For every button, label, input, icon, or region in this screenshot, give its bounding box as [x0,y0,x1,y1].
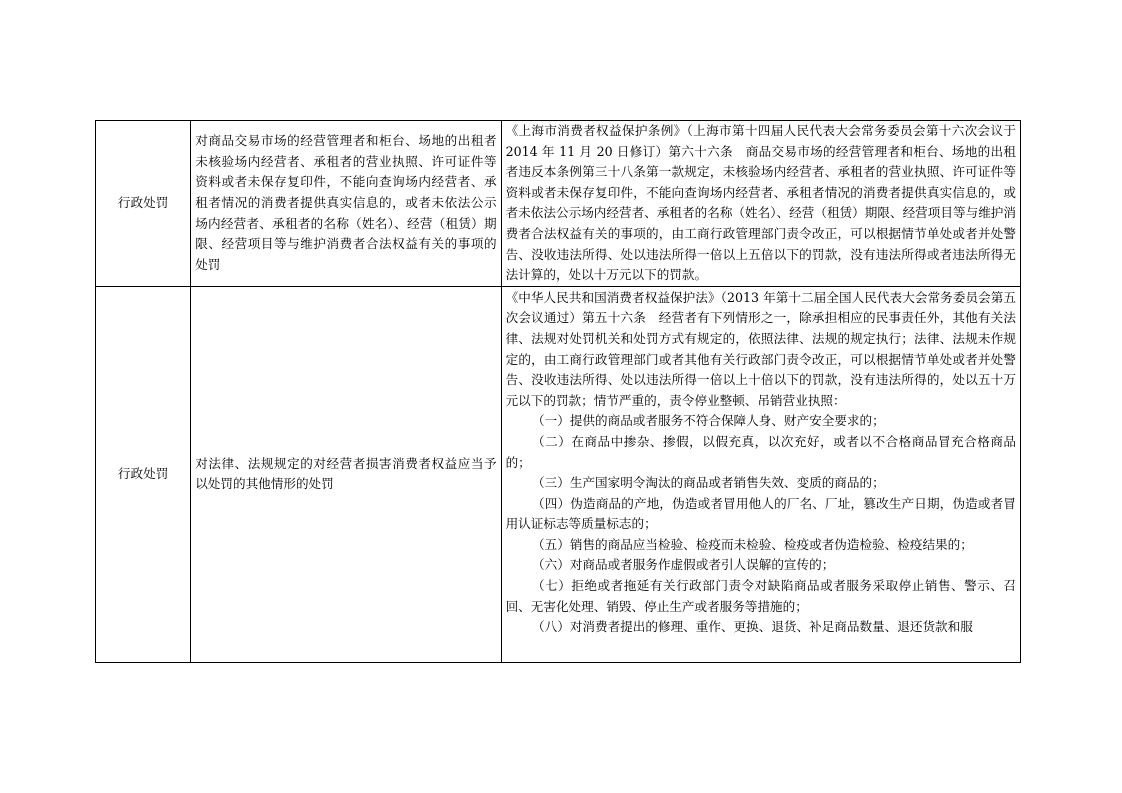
penalty-type: 行政处罚 [117,195,169,211]
legal-basis-intro: 《中华人民共和国消费者权益保护法》（2013 年第十二届全国人民代表大会常务委员会第五次会议通过）第五十六条 经营者有下列情形之一，除承担相应的民事责任外，其他有关法律、法规对处罚机关和处罚方式有规定的，依照法律、法规的规定执行；法律、法规未作规定的，由工商行政管理部门或者其他有关行政部门责令改正，可以根据情节单处或者并处警告、没收违法所得、处以违法所得一倍以上十倍以下的罚款，没有违法所得的，处以五十万元以下的罚款；情节严重的，责令停业整顿、吊销营业执照： [505,289,1016,408]
table-row [96,286,1021,662]
legal-basis-clause: （八）对消费者提出的修理、重作、更换、退货、补足商品数量、退还货款和服 [532,619,973,635]
legal-basis-clause: （五）销售的商品应当检验、检疫而未检验、检疫或者伪造检验、检疫结果的； [532,536,973,552]
legal-basis-clause: （二）在商品中掺杂、掺假，以假充真，以次充好，或者以不合格商品冒充合格商品的； [505,433,1016,470]
legal-basis-clause: （三）生产国家明令淘汰的商品或者销售失效、变质的商品的； [532,475,885,491]
penalty-type-cell [96,286,191,662]
penalty-type: 行政处罚 [117,465,169,481]
regulation-table [95,120,1021,663]
legal-basis-cell [501,121,1020,287]
penalty-item-cell [191,286,501,662]
legal-basis-text: 《上海市消费者权益保护条例》（上海市第十四届人民代表大会常务委员会第十六次会议于 2014 年 11 月 20 日修订）第六十六条 商品交易市场的经营管理者和柜台、场地的出租者违反本条例第三十八条第一款规定，未核验场内经营者、承租者的营业执照、许可证件等资料或者未保存复印件，不能向查询场内经营者、承租者情况的消费者提供真实信息的，或者未依法公示场内经营者、承租者的名称（姓名）、经营（租赁）期限、经营项目等与维护消费者合法权益有关的事项的，由工商行政管理部门责令改正，可以根据情节单处或者并处警告、没收违法所得、处以违法所得一倍以上五倍以下的罚款，没有违法所得或者违法所得无法计算的，处以十万元以下的罚款。 [505,123,1016,283]
legal-basis-clause: （六）对商品或者服务作虚假或者引人误解的宣传的； [532,557,835,573]
table-row [96,121,1021,287]
penalty-type-cell [96,121,191,287]
penalty-item: 对商品交易市场的经营管理者和柜台、场地的出租者未核验场内经营者、承租者的营业执照、许可证件等资料或者未保存复印件，不能向查询场内经营者、承租者情况的消费者提供真实信息的，或者未依法公示场内经营者、承租者的名称（姓名）、经营（租赁）期限、经营项目等与维护消费者合法权益有关的事项的处罚 [195,133,497,272]
penalty-item: 对法律、法规规定的对经营者损害消费者权益应当予以处罚的其他情形的处罚 [195,455,497,492]
legal-basis-clause: （一）提供的商品或者服务不符合保障人身、财产安全要求的； [532,413,885,429]
legal-basis-clause: （四）伪造商品的产地，伪造或者冒用他人的厂名、厂址，篡改生产日期，伪造或者冒用认证标志等质量标志的； [505,495,1016,532]
penalty-item-cell [191,121,501,287]
legal-basis-clause: （七）拒绝或者拖延有关行政部门责令对缺陷商品或者服务采取停止销售、警示、召回、无害化处理、销毁、停止生产或者服务等措施的； [505,578,1016,614]
legal-basis-cell [501,286,1020,662]
